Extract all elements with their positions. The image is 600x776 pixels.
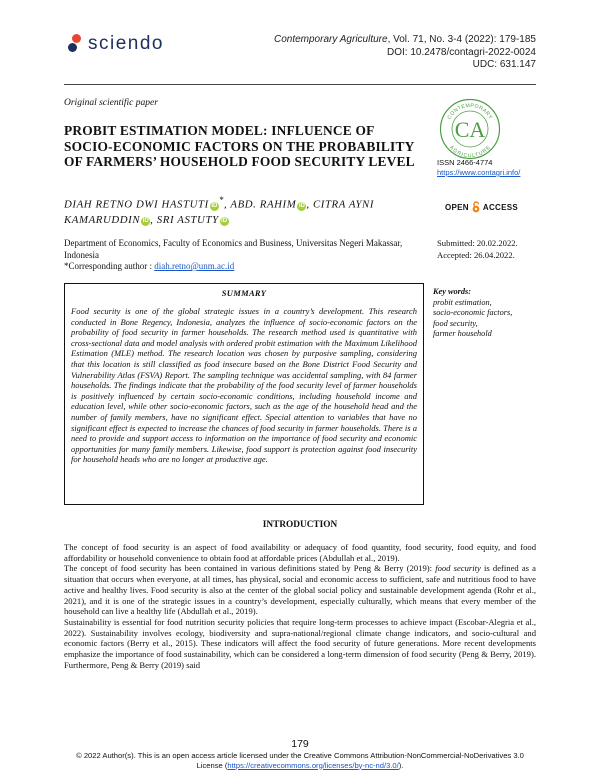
corresponding-email-link[interactable]: diah.retno@unm.ac.id (154, 261, 235, 271)
udc: UDC: 631.147 (472, 59, 536, 70)
affiliation: Department of Economics, Faculty of Economics and Business, Universitas Negeri Makassar, Indonesia (64, 238, 403, 260)
doi: DOI: 10.2478/contagri-2022-0024 (387, 46, 536, 58)
license-text: © 2022 Author(s). This is an open access article licensed under the Creative Commons Attribution-NonCommercial-NoDerivatives 3.0 License ( (76, 751, 524, 770)
dates-block (437, 238, 518, 261)
journal-badge-icon (439, 98, 501, 160)
keyword-item: food security, (433, 318, 478, 328)
orcid-icon[interactable]: iD (298, 202, 305, 209)
open-access-right: ACCESS (482, 202, 519, 212)
intro-paragraph-2: The concept of food security has been contained in various definitions stated by Peng & Berry (2019): food security is defined as a situation that occurs when everyone, at all times, has physical, social and economic access to sufficient, safe and nutritious food to have active and healthy lives. Food security is also at the center of the global social policy and sustainable development agenda (Rohr et al., 2021), and it is one of the strategic issues in a country’s development, especially culturally, which means that every member of the household can live a healthy life (Abdullah et al., 2019). (64, 563, 536, 617)
introduction-body (64, 542, 536, 670)
journal-info (274, 34, 536, 72)
submitted-date: Submitted: 20.02.2022. (437, 238, 518, 248)
keyword-item: socio-economic factors, (433, 308, 513, 318)
affiliation-block (64, 238, 424, 273)
journal-name: Contemporary Agriculture (273, 34, 388, 45)
journal-url-link[interactable]: https://www.contagri.info/ (437, 168, 521, 177)
page-number: 179 (291, 738, 309, 750)
corresponding-mark: * (218, 195, 224, 205)
accepted-date: Accepted: 26.04.2022. (437, 249, 515, 260)
intro-paragraph-1: The concept of food security is an aspect of food availability or adequacy of food quantity, food security, food equity, and food affordability or household convenience to obtain food at affordable prices (Abdullah et al., 2019). (64, 542, 536, 563)
author-1: DIAH RETNO DWI HASTUTI (64, 198, 209, 211)
author-3: , CITRA AYNI KAMARUDDIN (64, 198, 375, 226)
badge-bottom-text: AGRICULTURE (448, 144, 492, 160)
publisher-name: sciendo (88, 33, 164, 54)
open-lock-icon (471, 201, 481, 213)
keyword-item: farmer household (433, 329, 492, 339)
orcid-icon[interactable]: iD (142, 217, 149, 224)
header-divider (64, 84, 536, 85)
orcid-icon[interactable]: iD (211, 202, 218, 209)
author-2: , ABD. RAHIM (223, 198, 297, 211)
license-end: ). (398, 760, 404, 770)
paper-type: Original scientific paper (64, 98, 158, 108)
keywords-block (433, 287, 543, 340)
intro-paragraph-3: Sustainability is essential for food nutrition security policies that require long-term processes to achieve impact (Escobar-Alegria et al., 2022). Sustainability involves ecology, biodiversity and supra-national/regional climate change indicators, and socio-cultural and economic factors (Berry et al., 2015). These indicators will affect the food security of future generations. More recent developments emphasize the importance of food sustainability, which can be considered a long-term dimension of food security (Peng & Berry, 2019). Furthermore, Peng & Berry (2019) said (64, 616, 536, 670)
summary-heading: SUMMARY (221, 288, 267, 298)
corresponding-label: *Corresponding author : (64, 261, 155, 271)
orcid-icon[interactable]: iD (221, 217, 228, 224)
introduction-heading: INTRODUCTION (262, 520, 338, 530)
paper-title: PROBIT ESTIMATION MODEL: INFLUENCE OF SOCIO-ECONOMIC FACTORS ON THE PROBABILITY OF FARMERS’ HOUSEHOLD FOOD SECURITY LEVEL (64, 123, 415, 169)
badge-letters: CA (454, 117, 486, 142)
author-4: , SRI ASTUTY (150, 213, 219, 226)
author-list (64, 193, 424, 228)
license-footer (64, 751, 536, 770)
journal-volume: , Vol. 71, No. 3-4 (2022): 179-185 (387, 34, 536, 45)
summary-box (64, 283, 424, 505)
summary-text: Food security is one of the global strategic issues in a country’s development. This research conducted in Bone Regency, Indonesia, analyzes the influence of socio-economic factors on the probability of food security in farmer households. The research method used is quantitative with cross-sectional data and model analysis with ordered probit estimation with the Maximum Likelihood Estimation (MLE) method. The research location was chosen by purposive sampling, considering that this location is still classified as food insecure based on the Bone District Food Security and Vulnerability Atlas (FSVA) Report. The sampling technique was accidental sampling, with 84 farmer households. The findings indicate that the probability of the food security level of farmer households is positively influenced by certain socio-economic conditions, including household income and education level, while other socio-economic factors, such as the age of the household head and the number of family members, have no significant effect. Special attention to variables that have no significant effect is expected to increase the chances of food security in farmer households. There is a need to provide and support access to information on the importance of food security and economic opportunities for many family members. Likewise, food support is protection against food insecurity for household heads who are no longer at productive age. (71, 306, 417, 465)
license-url-link[interactable]: https://creativecommons.org/licenses/by-nc-nd/3.0/ (227, 760, 399, 770)
open-access-badge (445, 201, 518, 213)
publisher-logo[interactable] (68, 33, 164, 55)
issn: ISSN 2466-4774 (437, 158, 493, 167)
keywords-heading: Key words: (433, 287, 472, 296)
open-access-left: OPEN (445, 202, 469, 212)
sciendo-logo-icon (68, 34, 82, 54)
issn-block (437, 158, 520, 178)
keyword-item: probit estimation, (433, 297, 492, 307)
badge-top-text: CONTEMPORARY (446, 102, 494, 121)
